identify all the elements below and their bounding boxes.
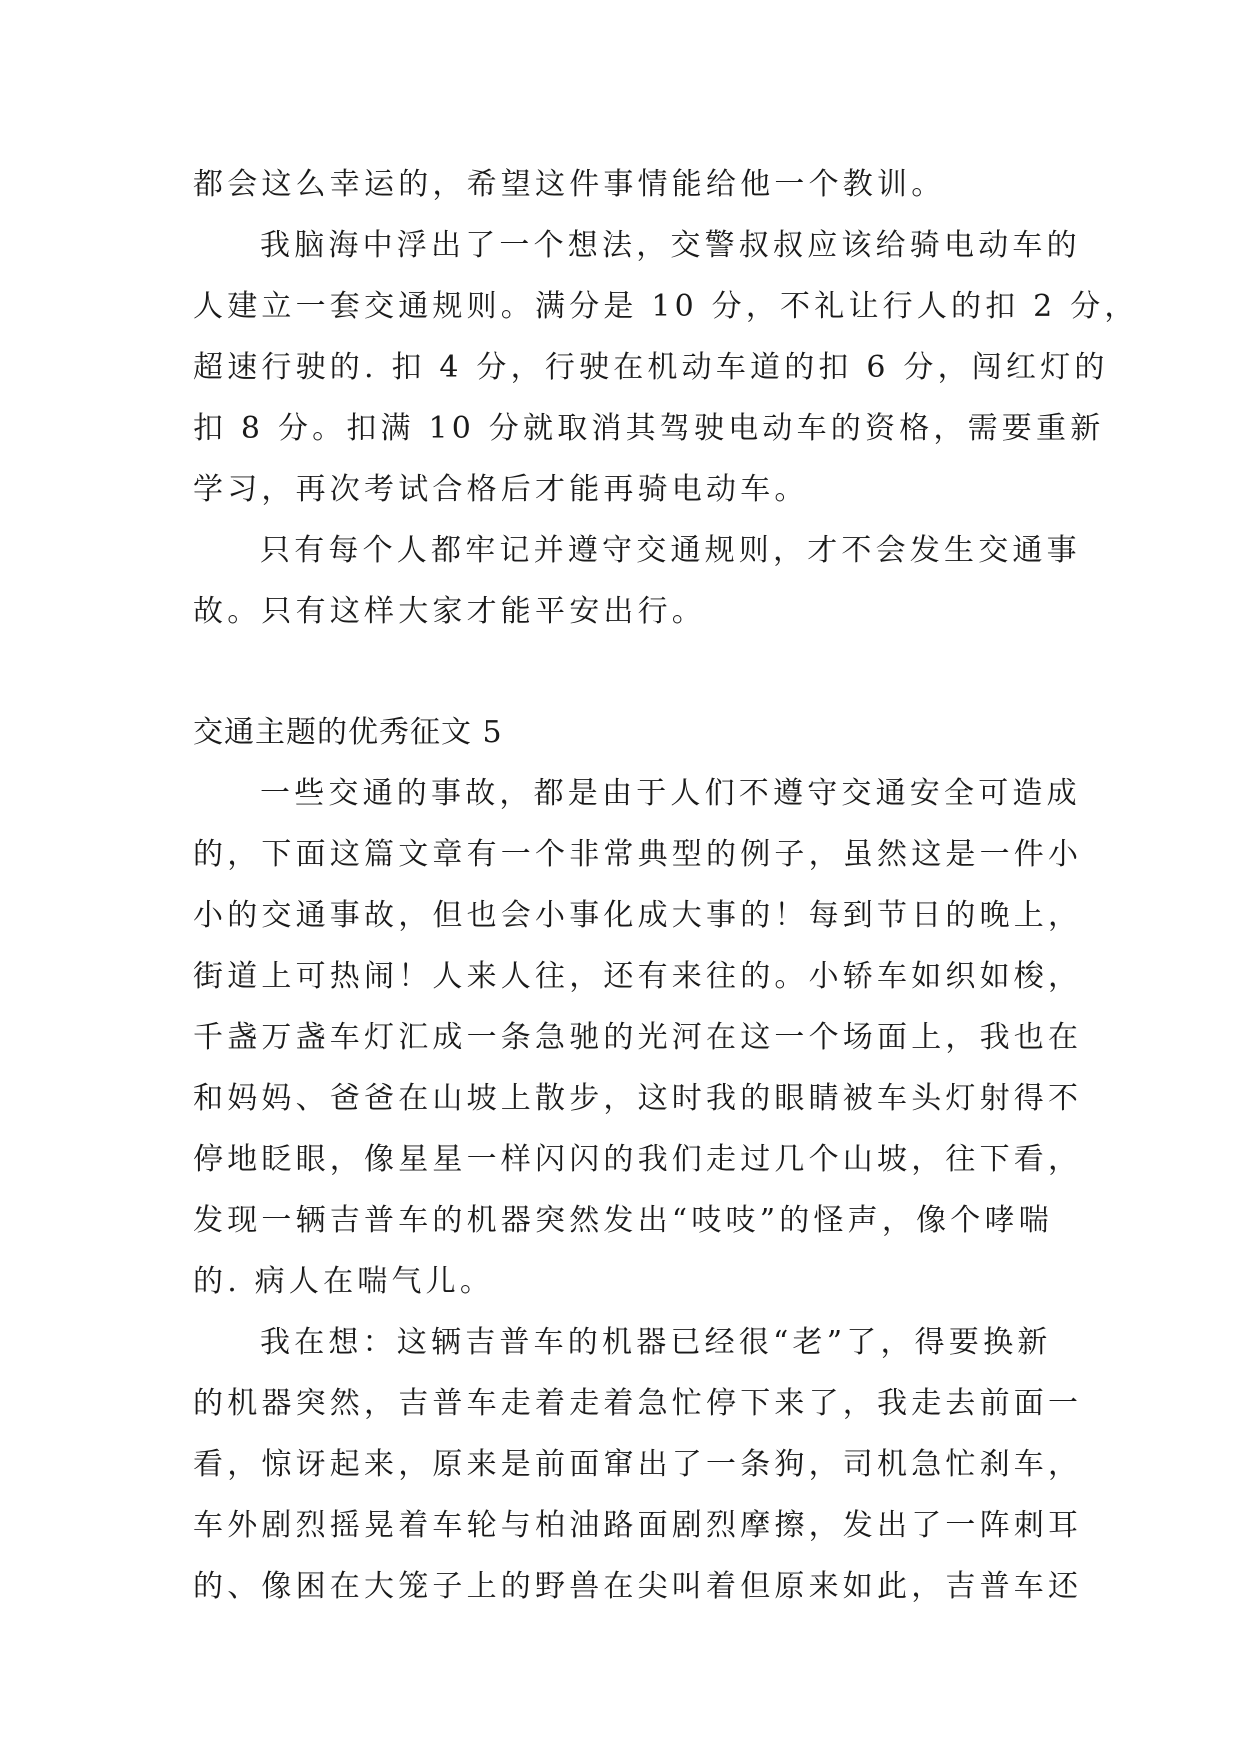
section-heading: 交通主题的优秀征文 5 bbox=[193, 715, 503, 750]
text-line: 小的交通事故，但也会小事化成大事的！每到节日的晚上， bbox=[193, 898, 1083, 933]
text-line: 停地眨眼，像星星一样闪闪的我们走过几个山坡，往下看， bbox=[193, 1142, 1083, 1177]
paragraph bbox=[193, 215, 1139, 520]
text-line: 的机器突然，吉普车走着走着急忙停下来了，我走去前面一 bbox=[193, 1386, 1083, 1421]
text-line: 超速行驶的. 扣 4 分，行驶在机动车道的扣 6 分，闯红灯的 bbox=[193, 350, 1109, 385]
text-line: 的，下面这篇文章有一个非常典型的例子，虽然这是一件小 bbox=[193, 837, 1083, 872]
paragraph bbox=[193, 763, 1083, 1312]
document-body bbox=[193, 154, 1139, 1617]
paragraph bbox=[193, 154, 1068, 215]
text-line: 的. 病人在喘气儿。 bbox=[193, 1264, 495, 1299]
text-line: 人建立一套交通规则。满分是 10 分，不礼让行人的扣 2 分， bbox=[193, 289, 1139, 324]
text-line: 故。只有这样大家才能平安出行。 bbox=[193, 594, 706, 629]
text-line: 发现一辆吉普车的机器突然发出“吱吱”的怪声，像个哮喘 bbox=[193, 1203, 1053, 1238]
text-line: 只有每个人都牢记并遵守交通规则，才不会发生交通事 bbox=[260, 533, 1081, 568]
text-line: 我脑海中浮出了一个想法，交警叔叔应该给骑电动车的 bbox=[260, 228, 1081, 263]
text-line: 和妈妈、爸爸在山坡上散步，这时我的眼睛被车头灯射得不 bbox=[193, 1081, 1083, 1116]
text-line: 看，惊讶起来，原来是前面窜出了一条狗，司机急忙刹车， bbox=[193, 1447, 1083, 1482]
text-line: 的、像困在大笼子上的野兽在尖叫着但原来如此，吉普车还 bbox=[193, 1569, 1083, 1604]
text-line: 我在想：这辆吉普车的机器已经很“老”了，得要换新 bbox=[260, 1325, 1052, 1360]
paragraph bbox=[193, 1312, 1083, 1617]
text-line: 扣 8 分。扣满 10 分就取消其驾驶电动车的资格，需要重新 bbox=[193, 411, 1105, 446]
text-line: 街道上可热闹！人来人往，还有来往的。小轿车如织如梭， bbox=[193, 959, 1083, 994]
text-line: 学习，再次考试合格后才能再骑电动车。 bbox=[193, 472, 809, 507]
text-line: 都会这么幸运的，希望这件事情能给他一个教训。 bbox=[193, 167, 946, 202]
text-line: 车外剧烈摇晃着车轮与柏油路面剧烈摩擦，发出了一阵刺耳 bbox=[193, 1508, 1083, 1543]
text-line: 千盏万盏车灯汇成一条急驰的光河在这一个场面上，我也在 bbox=[193, 1020, 1083, 1055]
text-line: 一些交通的事故，都是由于人们不遵守交通安全可造成 bbox=[260, 776, 1081, 811]
paragraph bbox=[193, 520, 1081, 642]
